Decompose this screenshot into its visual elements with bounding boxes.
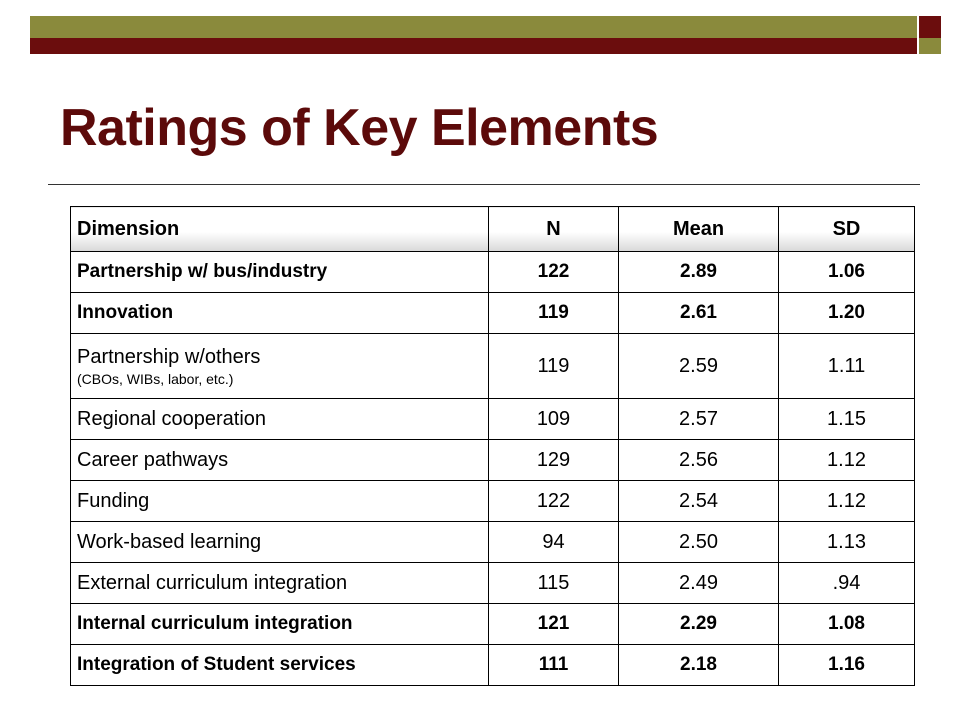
table-row bbox=[71, 645, 915, 686]
dimension-cell: Internal curriculum integration bbox=[71, 604, 489, 645]
sd-cell: 1.16 bbox=[779, 645, 915, 686]
corner-square-red bbox=[919, 16, 941, 38]
title-divider bbox=[48, 184, 920, 185]
table-row bbox=[71, 334, 915, 399]
n-cell: 129 bbox=[489, 440, 619, 481]
header-sd: SD bbox=[779, 207, 915, 252]
table-row bbox=[71, 481, 915, 522]
sd-cell: 1.20 bbox=[779, 293, 915, 334]
header-dimension: Dimension bbox=[71, 207, 489, 252]
n-cell: 119 bbox=[489, 293, 619, 334]
table-row bbox=[71, 293, 915, 334]
n-cell: 94 bbox=[489, 522, 619, 563]
header-mean: Mean bbox=[619, 207, 779, 252]
table-header-row bbox=[71, 207, 915, 252]
dimension-cell: Work-based learning bbox=[71, 522, 489, 563]
mean-cell: 2.56 bbox=[619, 440, 779, 481]
mean-cell: 2.49 bbox=[619, 563, 779, 604]
dimension-cell: Career pathways bbox=[71, 440, 489, 481]
dimension-cell: Innovation bbox=[71, 293, 489, 334]
table-row bbox=[71, 604, 915, 645]
sd-cell: .94 bbox=[779, 563, 915, 604]
header-bar-olive bbox=[30, 16, 917, 38]
corner-square-olive bbox=[919, 38, 941, 54]
n-cell: 122 bbox=[489, 481, 619, 522]
sd-cell: 1.08 bbox=[779, 604, 915, 645]
table-row bbox=[71, 440, 915, 481]
dimension-cell: Partnership w/ bus/industry bbox=[71, 252, 489, 293]
header-bar-red bbox=[30, 38, 917, 54]
table-row bbox=[71, 563, 915, 604]
sd-cell: 1.12 bbox=[779, 440, 915, 481]
dimension-cell: Regional cooperation bbox=[71, 399, 489, 440]
mean-cell: 2.89 bbox=[619, 252, 779, 293]
mean-cell: 2.61 bbox=[619, 293, 779, 334]
dimension-label: Partnership w/others bbox=[77, 345, 261, 368]
sd-cell: 1.12 bbox=[779, 481, 915, 522]
dimension-cell: Integration of Student services bbox=[71, 645, 489, 686]
n-cell: 115 bbox=[489, 563, 619, 604]
sd-cell: 1.11 bbox=[779, 334, 915, 399]
sd-cell: 1.15 bbox=[779, 399, 915, 440]
mean-cell: 2.29 bbox=[619, 604, 779, 645]
table-row bbox=[71, 399, 915, 440]
mean-cell: 2.50 bbox=[619, 522, 779, 563]
sd-cell: 1.06 bbox=[779, 252, 915, 293]
dimension-cell: External curriculum integration bbox=[71, 563, 489, 604]
dimension-cell bbox=[71, 334, 489, 399]
dimension-cell: Funding bbox=[71, 481, 489, 522]
mean-cell: 2.54 bbox=[619, 481, 779, 522]
n-cell: 121 bbox=[489, 604, 619, 645]
table-row bbox=[71, 252, 915, 293]
table-row bbox=[71, 522, 915, 563]
n-cell: 111 bbox=[489, 645, 619, 686]
mean-cell: 2.57 bbox=[619, 399, 779, 440]
header-n: N bbox=[489, 207, 619, 252]
n-cell: 122 bbox=[489, 252, 619, 293]
mean-cell: 2.59 bbox=[619, 334, 779, 399]
ratings-table bbox=[70, 206, 915, 686]
n-cell: 109 bbox=[489, 399, 619, 440]
slide-title: Ratings of Key Elements bbox=[60, 99, 659, 157]
mean-cell: 2.18 bbox=[619, 645, 779, 686]
dimension-note: (CBOs, WIBs, labor, etc.) bbox=[77, 370, 234, 387]
n-cell: 119 bbox=[489, 334, 619, 399]
sd-cell: 1.13 bbox=[779, 522, 915, 563]
